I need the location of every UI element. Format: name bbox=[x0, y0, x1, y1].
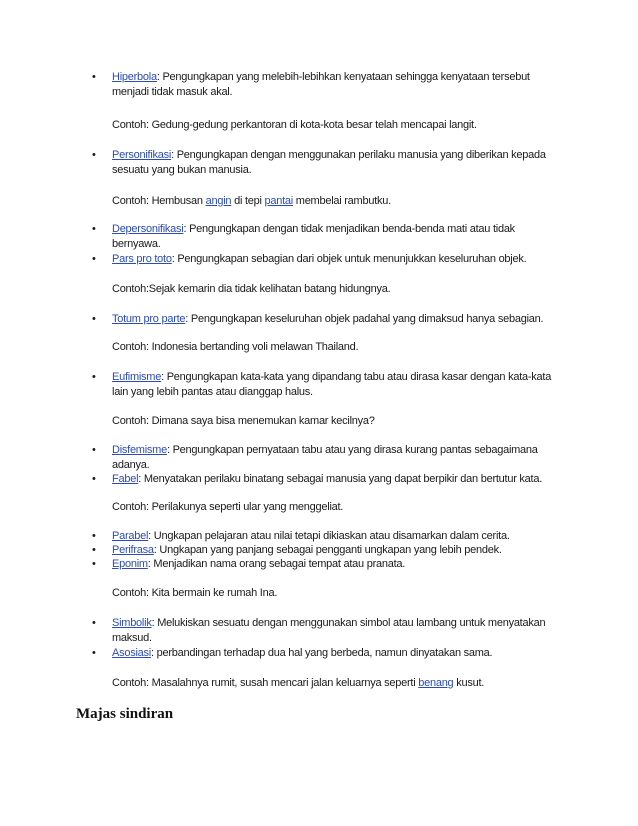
example-text bbox=[112, 676, 560, 691]
link-pantai[interactable]: pantai bbox=[264, 195, 293, 207]
example-text: Contoh: Dimana saya bisa menemukan kamar kecilnya? bbox=[112, 415, 375, 427]
example-text-part: Contoh: Masalahnya rumit, susah mencari jalan keluarnya seperti bbox=[112, 677, 419, 689]
item-definition: : perbandingan terhadap dua hal yang berbeda, namun dinyatakan sama. bbox=[150, 647, 493, 659]
term-link-pars-pro-toto[interactable]: Pars pro toto bbox=[112, 253, 172, 265]
term-link-fabel[interactable]: Fabel bbox=[112, 473, 139, 485]
term-link-eufimisme[interactable]: Eufimisme bbox=[112, 371, 162, 383]
term-link-perifrasa[interactable]: Perifrasa bbox=[112, 544, 154, 556]
example-text: Contoh:Sejak kemarin dia tidak kelihatan batang hidungnya. bbox=[112, 283, 391, 295]
example-text-part: kusut. bbox=[453, 677, 485, 689]
bullet: • bbox=[92, 544, 96, 556]
list-item bbox=[92, 646, 560, 661]
term-link-simbolik[interactable]: Simbolik bbox=[112, 617, 152, 629]
list-item bbox=[92, 222, 560, 252]
list-item bbox=[92, 543, 560, 558]
term-link-asosiasi[interactable]: Asosiasi bbox=[112, 647, 151, 659]
list-item bbox=[92, 443, 560, 473]
term-link-depersonifikasi[interactable]: Depersonifikasi bbox=[112, 223, 184, 235]
bullet: • bbox=[92, 558, 96, 570]
item-definition: : Pengungkapan keseluruhan objek padahal yang dimaksud hanya sebagian. bbox=[185, 313, 544, 325]
example-text: Contoh: Kita bermain ke rumah Ina. bbox=[112, 587, 278, 599]
list-item bbox=[92, 616, 560, 646]
item-definition: : Pengungkapan kata-kata yang dipandang tabu atau dirasa kasar dengan kata-kata lain yang lebih pantas atau dianggap halus. bbox=[112, 371, 552, 398]
example-text bbox=[112, 194, 560, 209]
section-heading: Majas sindiran bbox=[76, 706, 174, 722]
example-text: Contoh: Gedung-gedung perkantoran di kota-kota besar telah mencapai langit. bbox=[112, 119, 477, 131]
item-definition: : Pengungkapan yang melebih-lebihkan kenyataan sehingga kenyataan tersebut menjadi tidak masuk akal. bbox=[112, 71, 530, 98]
list-item bbox=[92, 557, 560, 572]
example-text-part: membelai rambutku. bbox=[292, 195, 391, 207]
item-definition: : Pengungkapan dengan menggunakan perilaku manusia yang diberikan kepada sesuatu yang bukan manusia. bbox=[112, 149, 546, 176]
term-link-personifikasi[interactable]: Personifikasi bbox=[112, 149, 172, 161]
list-item bbox=[92, 472, 560, 487]
example-text-part: Contoh: Hembusan bbox=[112, 195, 206, 207]
term-link-parabel[interactable]: Parabel bbox=[112, 530, 149, 542]
item-definition: : Melukiskan sesuatu dengan menggunakan simbol atau lambang untuk menyatakan maksud. bbox=[112, 617, 546, 644]
list-item bbox=[92, 70, 560, 100]
example-text-part: di tepi bbox=[231, 195, 265, 207]
item-definition: : Ungkapan yang panjang sebagai pengganti ungkapan yang lebih pendek. bbox=[153, 544, 502, 556]
bullet: • bbox=[92, 444, 96, 456]
bullet: • bbox=[92, 617, 96, 629]
list-item bbox=[92, 148, 560, 178]
term-link-eponim[interactable]: Eponim bbox=[112, 558, 148, 570]
bullet: • bbox=[92, 647, 96, 659]
term-link-disfemisme[interactable]: Disfemisme bbox=[112, 444, 167, 456]
item-definition: : Pengungkapan dengan tidak menjadikan benda-benda mati atau tidak bernyawa. bbox=[112, 223, 515, 250]
list-item bbox=[92, 252, 560, 267]
example-text: Contoh: Perilakunya seperti ular yang menggeliat. bbox=[112, 501, 344, 513]
term-link-hiperbola[interactable]: Hiperbola bbox=[112, 71, 157, 83]
bullet: • bbox=[92, 473, 96, 485]
link-angin[interactable]: angin bbox=[205, 195, 232, 207]
bullet: • bbox=[92, 313, 96, 325]
list-item bbox=[92, 312, 560, 327]
link-benang[interactable]: benang bbox=[418, 677, 454, 689]
example-text: Contoh: Indonesia bertanding voli melawan Thailand. bbox=[112, 341, 359, 353]
bullet: • bbox=[92, 253, 96, 265]
item-definition: : Menyatakan perilaku binatang sebagai manusia yang dapat berpikir dan bertutur kata. bbox=[138, 473, 543, 485]
item-definition: : Pengungkapan sebagian dari objek untuk menunjukkan keseluruhan objek. bbox=[171, 253, 527, 265]
bullet: • bbox=[92, 149, 96, 161]
item-definition: : Menjadikan nama orang sebagai tempat atau pranata. bbox=[147, 558, 406, 570]
bullet: • bbox=[92, 371, 96, 383]
item-definition: : Pengungkapan pernyataan tabu atau yang dirasa kurang pantas sebagaimana adanya. bbox=[112, 444, 538, 471]
item-definition: : Ungkapan pelajaran atau nilai tetapi dikiaskan atau disamarkan dalam cerita. bbox=[148, 530, 510, 542]
list-item bbox=[92, 529, 560, 544]
list-item bbox=[92, 370, 560, 400]
bullet: • bbox=[92, 530, 96, 542]
bullet: • bbox=[92, 71, 96, 83]
bullet: • bbox=[92, 223, 96, 235]
term-link-totum-pro-parte[interactable]: Totum pro parte bbox=[112, 313, 186, 325]
